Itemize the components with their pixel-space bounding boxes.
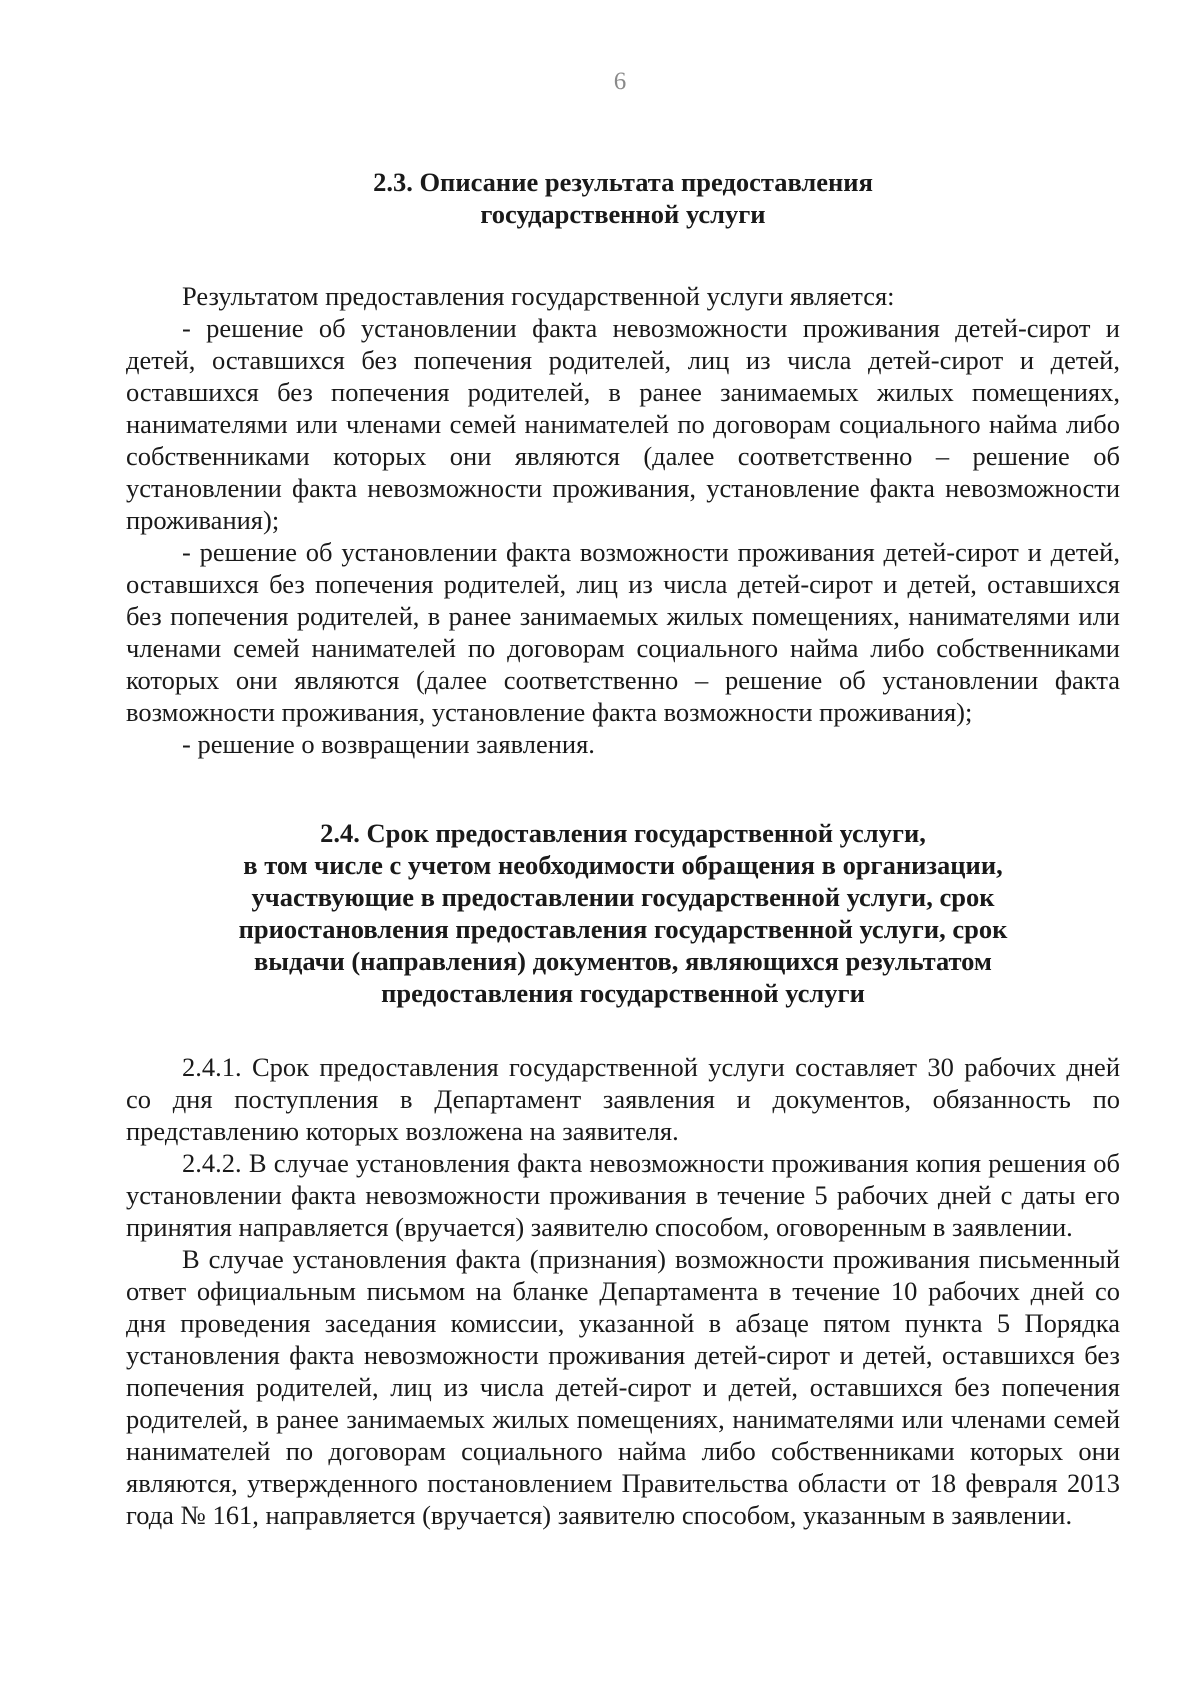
paragraph-2-4-1: 2.4.1. Срок предоставления государственной услуги составляет 30 рабочих дней со дня поступления в Департамент заявления и документов, обязанность по представлению которых возложена на заявителя. [126,1052,1120,1146]
heading-line: приостановления предоставления государственной услуги, срок [238,914,1008,944]
paragraph-return-decision: - решение о возвращении заявления. [182,729,595,759]
paragraph-possibility-decision: - решение об установлении факта возможности проживания детей-сирот и детей, оставшихся без попечения родителей, лиц из числа детей-сирот и детей, оставшихся без попечения родителей, в ранее занимаемых жилых помещениях, нанимателями или членами семей нанимателей по договорам социального найма либо собственниками которых они являются (далее соответственно – решение об установлении факта возможности проживания, установление факта возможности проживания); [126,537,1120,727]
heading-line: участвующие в предоставлении государственной услуги, срок [251,882,995,912]
section-2-4-heading [126,817,1120,1009]
heading-line: выдачи (направления) документов, являющихся результатом [254,946,992,976]
section-2-4 [126,817,1120,1531]
heading-line: предоставления государственной услуги [381,978,865,1008]
page-number: 6 [613,68,627,95]
paragraph-intro: Результатом предоставления государственной услуги является: [182,281,895,311]
section-2-3-heading [126,166,1120,230]
paragraph-possibility-response: В случае установления факта (признания) возможности проживания письменный ответ официальным письмом на бланке Департамента в течение 10 рабочих дней со дня проведения заседания комиссии, указанной в абзаце пятом пункта 5 Порядка установления факта невозможности проживания детей-сирот и детей, оставшихся без попечения родителей, лиц из числа детей-сирот и детей, оставшихся без попечения родителей, в ранее занимаемых жилых помещениях, нанимателями или членами семей нанимателей по договорам социального найма либо собственниками которых они являются, утвержденного постановлением Правительства области от 18 февраля 2013 года № 161, направляется (вручается) заявителю способом, указанным в заявлении. [126,1244,1120,1530]
heading-line: в том числе с учетом необходимости обращения в организации, [243,850,1003,880]
section-2-3 [126,166,1120,760]
heading-line: 2.3. Описание результата предоставления [373,167,873,197]
heading-line: государственной услуги [480,199,766,229]
heading-line: 2.4. Срок предоставления государственной услуги, [320,818,926,848]
paragraph-impossibility-decision: - решение об установлении факта невозможности проживания детей-сирот и детей, оставшихся без попечения родителей, лиц из числа детей-сирот и детей, оставшихся без попечения родителей, в ранее занимаемых жилых помещениях, нанимателями или членами семей нанимателей по договорам социального найма либо собственниками которых они являются (далее соответственно – решение об установлении факта невозможности проживания, установление факта невозможности проживания); [126,313,1120,535]
paragraph-2-4-2: 2.4.2. В случае установления факта невозможности проживания копия решения об установлении факта невозможности проживания в течение 5 рабочих дней с даты его принятия направляется (вручается) заявителю способом, оговоренным в заявлении. [126,1148,1120,1242]
